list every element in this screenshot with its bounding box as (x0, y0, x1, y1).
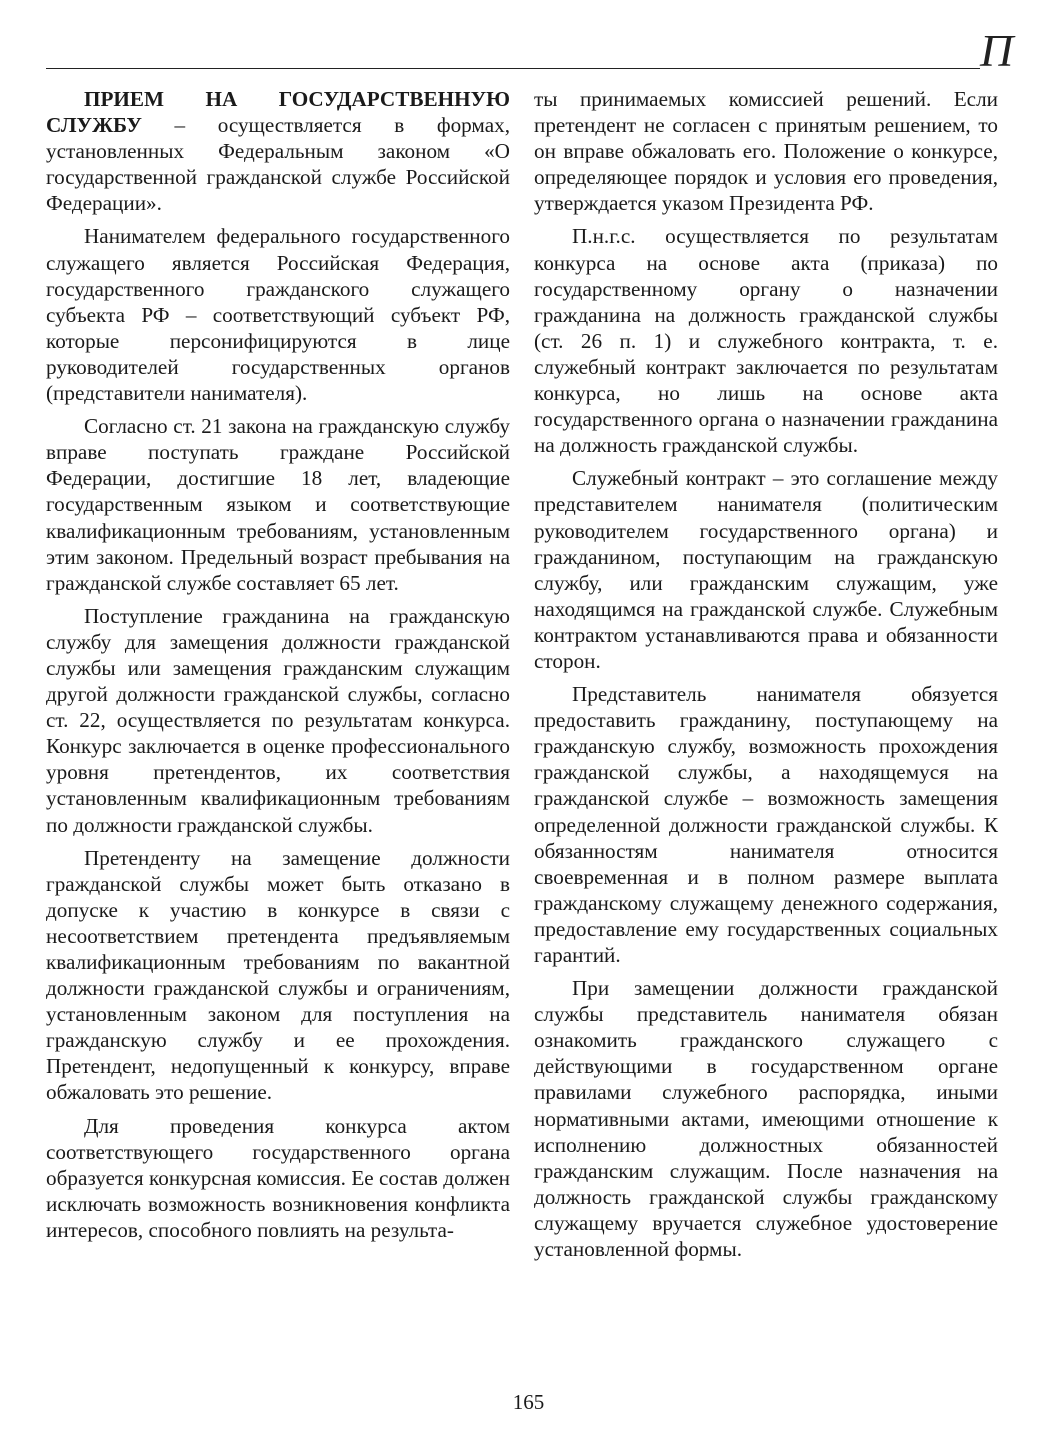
section-letter: П (980, 25, 1014, 76)
entry-term: ПРИЕМ НА ГОСУДАРСТВЕННУЮ СЛУЖБУ (46, 87, 510, 138)
entry-definition: – осуществляется в формах, установленных Федеральным законом «О государственной гражданской службе Российской Федерации». (46, 113, 510, 216)
paragraph-continuation: ты принимаемых комиссией решений. Если претендент не согласен с принятым решением, то он вправе обжаловать его. Положение о конкурсе, определяющее порядок и условия его проведения, утверждается указом Президента РФ. (534, 87, 998, 216)
paragraph: Служебный контракт – это соглашение между представителем нанимателя (политическим руководителем государственного органа) и гражданином, поступающим на гражданскую службу, или гражданским служащим, уже находящимся на гражданской службе. Служебным контрактом устанавливаются права и обязанности сторон. (534, 466, 998, 673)
paragraph: Претенденту на замещение должности гражданской службы может быть отказано в допуске к участию в конкурсе в связи с несоответствием претендента предъявляемым квалификационным требованиям по вакантной должности гражданской службы и ограничениям, установленным законом для поступления на гражданскую службу и ее прохождения. Претендент, недопущенный к конкурсу, вправе обжаловать это решение. (46, 845, 510, 1105)
page-number: 165 (512, 1390, 545, 1414)
right-column (534, 86, 998, 1269)
paragraph: П.н.г.с. осуществляется по результатам конкурса на основе акта (приказа) по государственному органу о назначении гражданина на должность гражданской службы (ст. 26 п. 1) и служебного контракта, т. е. служебный контракт заключается по результатам конкурса, но лишь на основе акта государственного органа о назначении гражданина на должность гражданской службы. (534, 224, 998, 458)
paragraph: Представитель нанимателя обязуется предоставить гражданину, поступающему на гражданскую службу, возможность прохождения гражданской службы, а находящемуся на гражданской службе – возможность замещения определенной должности гражданской службы. К обязанностям нанимателя относится своевременная и в полном размере выплата гражданскому служащему денежного содержания, предоставление ему государственных социальных гарантий. (534, 682, 998, 967)
left-column (46, 86, 510, 1250)
paragraph: Нанимателем федерального государственного служащего является Российская Федерация, государственного гражданского служащего субъекта РФ – соответствующий субъект РФ, которые персонифицируются в лице руководителей государственных органов (представители нанимателя). (46, 224, 510, 406)
paragraph: Согласно ст. 21 закона на гражданскую службу вправе поступать граждане Российской Федерации, достигшие 18 лет, владеющие государственным языком и соответствующие квалификационным требованиям, установленным этим законом. Предельный возраст пребывания на гражданской службе составляет 65 лет. (46, 414, 510, 595)
header-rule (46, 68, 980, 69)
paragraph: Для проведения конкурса актом соответствующего государственного органа образуется конкурсная комиссия. Ее состав должен исключать возможность возникновения конфликта интересов, способного повлиять на результа- (46, 1113, 510, 1242)
paragraph: При замещении должности гражданской службы представитель нанимателя обязан ознакомить гражданского служащего с действующими в государственном органе правилами служебного распорядка, иными нормативными актами, имеющими отношение к исполнению должностных обязанностей гражданским служащим. После назначения на должность гражданской службы гражданскому служащему вручается служебное удостоверение установленной формы. (534, 976, 998, 1262)
entry-intro (46, 86, 510, 216)
paragraph: Поступление гражданина на гражданскую службу для замещения должности гражданской службы или замещения гражданским служащим другой должности гражданской службы, согласно ст. 22, осуществляется по результатам конкурса. Конкурс заключается в оценке профессионального уровня претендентов, их соответствия установленным квалификационным требованиям по должности гражданской службы. (46, 603, 510, 837)
